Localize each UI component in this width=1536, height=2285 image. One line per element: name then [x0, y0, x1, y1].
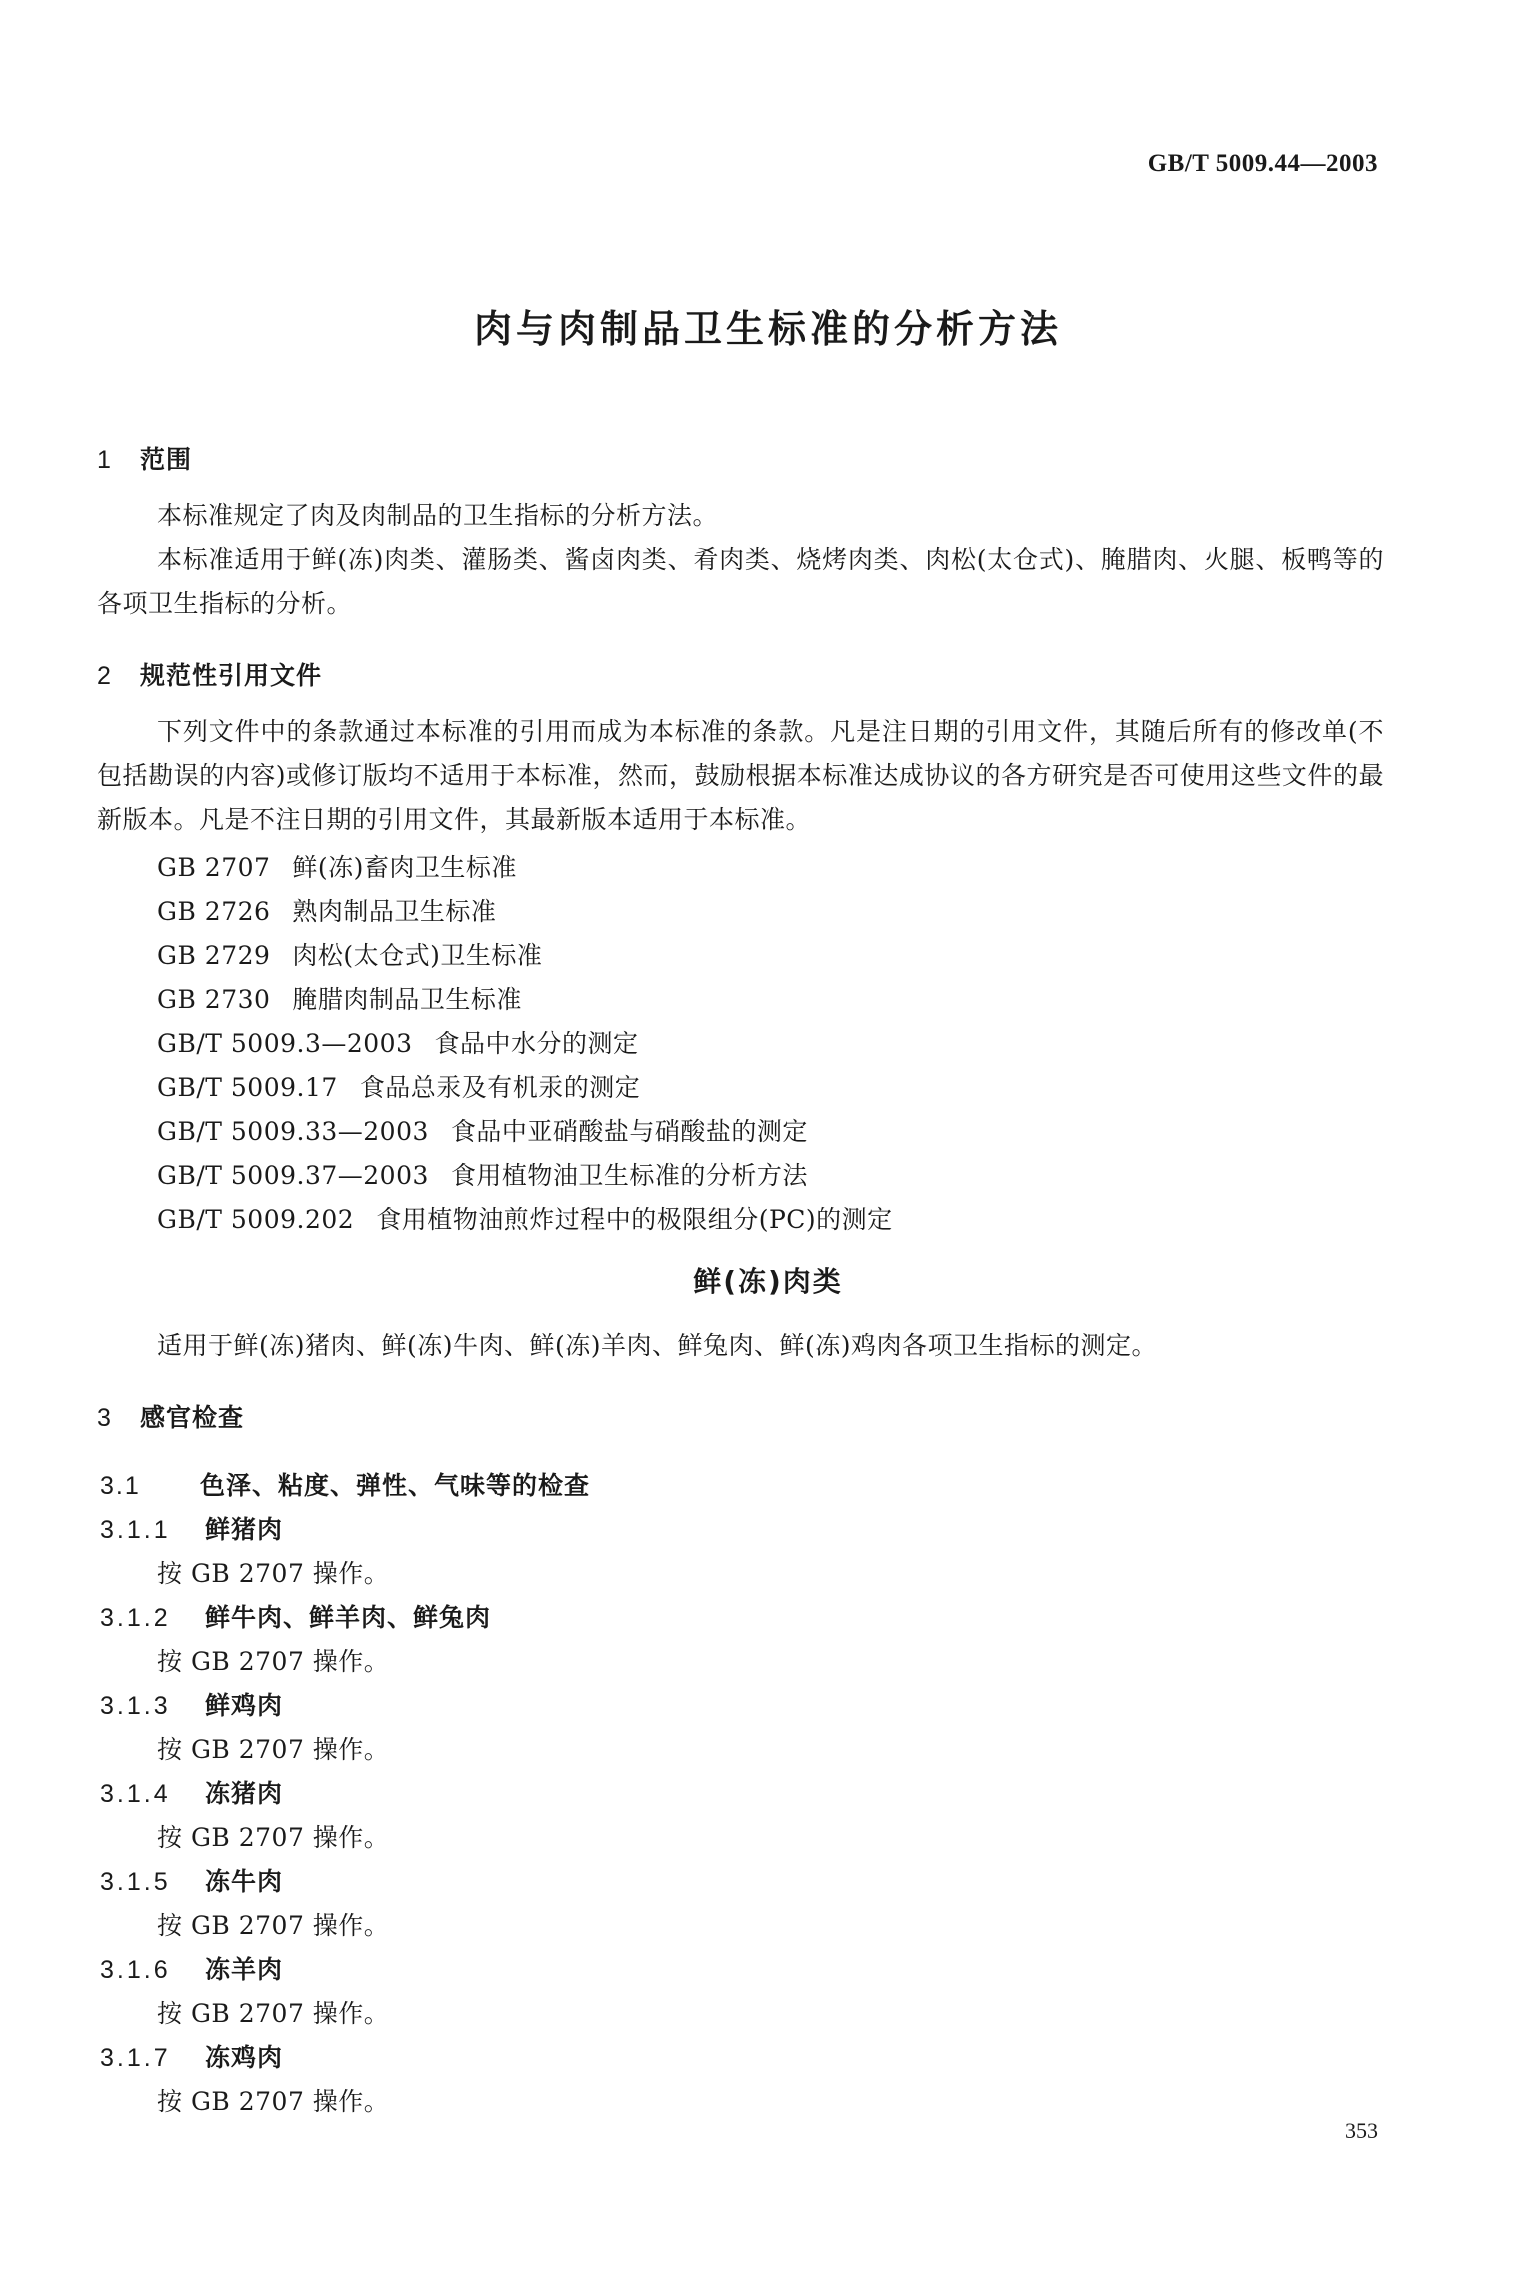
clause-text: 按 GB 2707 操作。 [157, 1823, 390, 1852]
clause-heading [100, 2038, 283, 2074]
reference-item [157, 892, 496, 928]
reference-code: GB/T 5009.33—2003 [157, 1117, 429, 1146]
section-title: 规范性引用文件 [140, 661, 323, 690]
clause-heading [100, 1686, 283, 1722]
clause-heading [100, 1950, 283, 1986]
reference-code: GB/T 5009.3—2003 [157, 1029, 413, 1058]
section-number: 3 [97, 1404, 112, 1432]
document-title: 肉与肉制品卫生标准的分析方法 [473, 307, 1062, 351]
part-intro: 适用于鲜(冻)猪肉、鲜(冻)牛肉、鲜(冻)羊肉、鲜兔肉、鲜(冻)鸡肉各项卫生指标的测定。 [157, 1331, 1158, 1360]
clause-text: 按 GB 2707 操作。 [157, 2087, 390, 2116]
reference-item [157, 1156, 808, 1192]
reference-item [157, 1024, 639, 1060]
reference-item [157, 848, 517, 884]
subsection-title: 色泽、粘度、弹性、气味等的检查 [200, 1471, 591, 1500]
section-number: 2 [97, 662, 112, 690]
clause-number: 3.1.7 [100, 2044, 171, 2072]
section-1-paragraph-1: 本标准规定了肉及肉制品的卫生指标的分析方法。 [157, 501, 719, 530]
reference-item [157, 1112, 808, 1148]
section-1-paragraph-2: 本标准适用于鲜(冻)肉类、灌肠类、酱卤肉类、肴肉类、烧烤肉类、肉松(太仓式)、腌腊肉、火腿、板鸭等的各项卫生指标的分析。 [97, 545, 1384, 618]
reference-code: GB 2707 [157, 853, 271, 882]
clause-text: 按 GB 2707 操作。 [157, 1911, 390, 1940]
clause-heading [100, 1598, 491, 1634]
reference-name: 食用植物油卫生标准的分析方法 [450, 1161, 808, 1190]
reference-code: GB 2730 [157, 985, 271, 1014]
clause-number: 3.1.6 [100, 1956, 171, 1984]
subsection-number: 3.1 [100, 1472, 141, 1500]
clause-title: 鲜鸡肉 [205, 1691, 284, 1720]
clause-number: 3.1.1 [100, 1516, 171, 1544]
clause-number: 3.1.4 [100, 1780, 171, 1808]
reference-item [157, 1200, 893, 1236]
standard-code: GB/T 5009.44—2003 [1147, 150, 1378, 177]
reference-code: GB/T 5009.202 [157, 1205, 355, 1234]
clause-number: 3.1.3 [100, 1692, 171, 1720]
clause-text: 按 GB 2707 操作。 [157, 1735, 390, 1764]
clause-title: 冻猪肉 [205, 1779, 284, 1808]
clause-number: 3.1.2 [100, 1604, 171, 1632]
clause-text: 按 GB 2707 操作。 [157, 1999, 390, 2028]
reference-name: 鲜(冻)畜肉卫生标准 [292, 853, 517, 882]
section-title: 范围 [140, 445, 193, 474]
reference-name: 食品中亚硝酸盐与硝酸盐的测定 [450, 1117, 808, 1146]
reference-name: 腌腊肉制品卫生标准 [292, 985, 522, 1014]
part-heading: 鲜(冻)肉类 [693, 1265, 843, 1298]
clause-number: 3.1.5 [100, 1868, 171, 1896]
reference-item [157, 1068, 640, 1104]
reference-name: 肉松(太仓式)卫生标准 [292, 941, 543, 970]
reference-item [157, 980, 522, 1016]
reference-code: GB 2726 [157, 897, 271, 926]
section-2-paragraph: 下列文件中的条款通过本标准的引用而成为本标准的条款。凡是注日期的引用文件，其随后所有的修改单(不包括勘误的内容)或修订版均不适用于本标准，然而，鼓励根据本标准达成协议的各方研究是否可使用这些文件的最新版本。凡是不注日期的引用文件，其最新版本适用于本标准。 [97, 717, 1384, 834]
reference-name: 熟肉制品卫生标准 [292, 897, 497, 926]
reference-code: GB/T 5009.37—2003 [157, 1161, 429, 1190]
clause-heading [100, 1774, 283, 1810]
clause-heading [100, 1510, 283, 1546]
clause-title: 冻鸡肉 [205, 2043, 284, 2072]
section-number: 1 [97, 446, 112, 474]
section-1-heading [97, 440, 192, 476]
reference-code: GB 2729 [157, 941, 271, 970]
reference-item [157, 936, 542, 972]
clause-text: 按 GB 2707 操作。 [157, 1559, 390, 1588]
clause-title: 冻羊肉 [205, 1955, 284, 1984]
clause-text: 按 GB 2707 操作。 [157, 1647, 390, 1676]
page-number: 353 [1345, 2118, 1378, 2143]
clause-title: 鲜猪肉 [205, 1515, 284, 1544]
clause-heading [100, 1862, 283, 1898]
reference-name: 食用植物油煎炸过程中的极限组分(PC)的测定 [376, 1205, 893, 1234]
subsection-3-1-heading [100, 1466, 590, 1502]
clause-title: 冻牛肉 [205, 1867, 284, 1896]
section-title: 感官检查 [140, 1403, 245, 1432]
clause-title: 鲜牛肉、鲜羊肉、鲜兔肉 [205, 1603, 492, 1632]
reference-name: 食品总汞及有机汞的测定 [359, 1073, 641, 1102]
reference-name: 食品中水分的测定 [434, 1029, 639, 1058]
section-2-heading [97, 656, 322, 692]
reference-code: GB/T 5009.17 [157, 1073, 338, 1102]
section-3-heading [97, 1398, 244, 1434]
